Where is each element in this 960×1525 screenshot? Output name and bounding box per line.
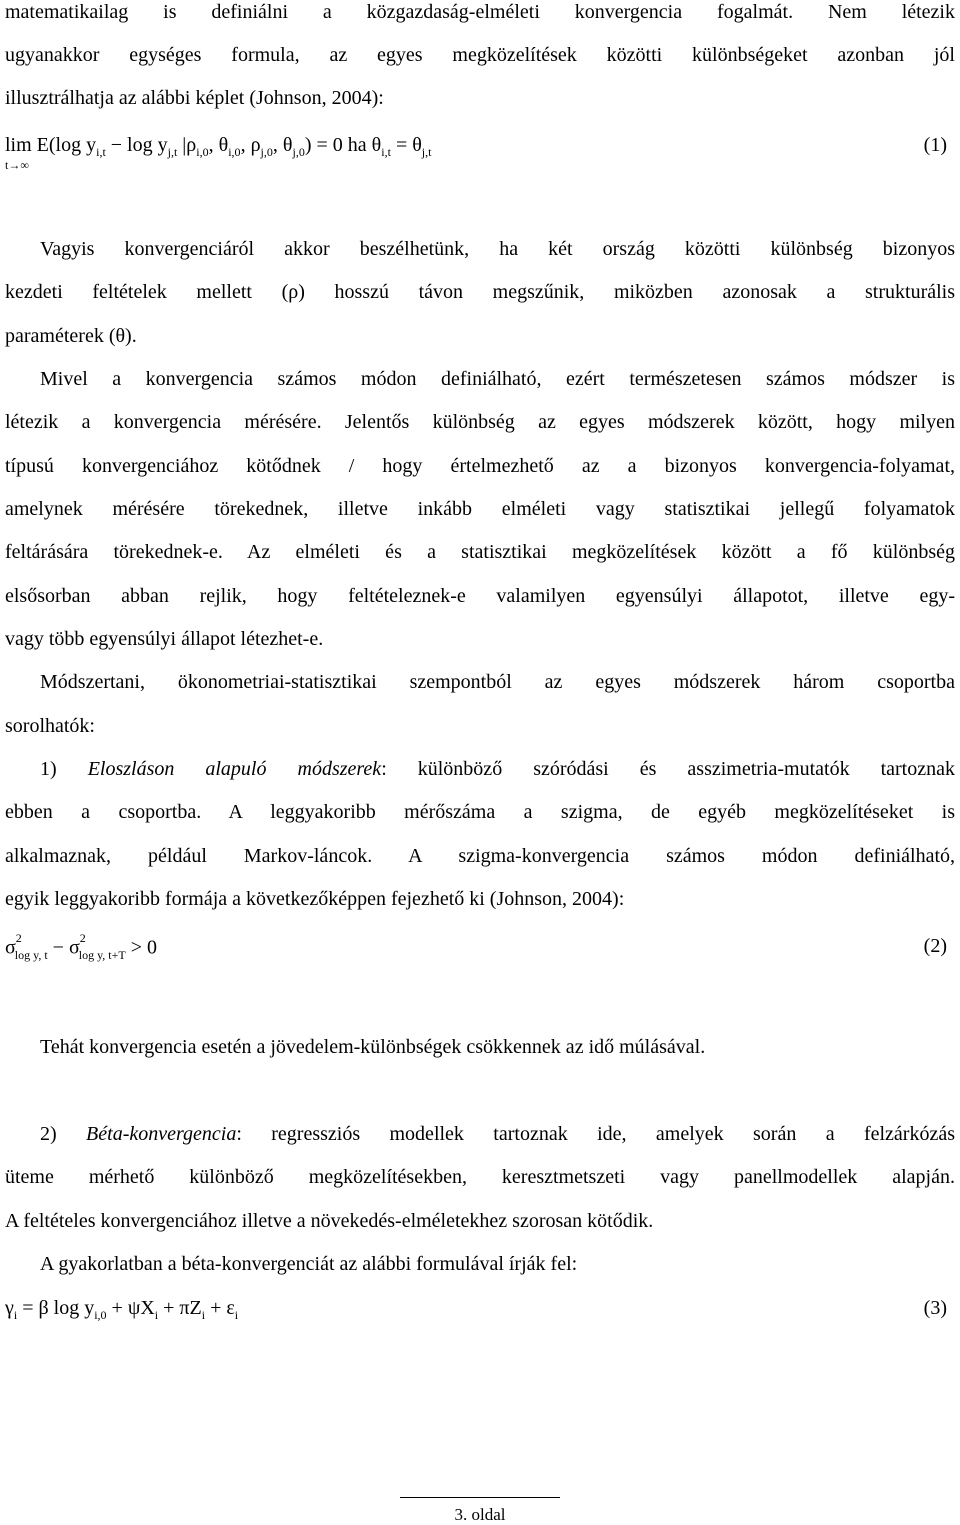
equation-3-number: (3) xyxy=(923,1297,947,1319)
para3-line-1: Módszertani, ökonometriai-statisztikai szempontból az egyes módszerek három csoportba xyxy=(40,671,955,693)
equation-2-body: $\sigma^2_{log y, t} - \sigma^2_{log y, t+T} > 0$ xyxy=(5,931,158,962)
para1-line-3: paraméterek (θ). xyxy=(5,325,137,347)
para7-line-1: A gyakorlatban a béta-konvergenciát az alábbi formulával írják fel: xyxy=(40,1253,578,1275)
equation-2-number: (2) xyxy=(923,935,947,957)
equation-1-body xyxy=(5,134,432,172)
para1-line-1: Vagyis konvergenciáról akkor beszélhetünk, ha két ország közötti különbség bizonyos xyxy=(40,238,955,260)
para4-line-4: egyik leggyakoribb formája a következőképpen fejezhető ki (Johnson, 2004): xyxy=(5,888,625,910)
para4-line-1: 1) Eloszláson alapuló módszerek: különböző szóródási és asszimetria-mutatók tartoznak xyxy=(40,758,955,780)
para6-title: Béta-konvergencia xyxy=(86,1123,237,1145)
equation-1 xyxy=(5,134,955,184)
equation-1-number: (1) xyxy=(923,134,947,156)
para2-line-4: amelynek mérésére törekednek, illetve inkább elméleti vagy statisztikai jellegű folyamatok xyxy=(5,498,955,520)
para2-line-6: elsősorban abban rejlik, hogy feltételeznek-e valamilyen egyensúlyi állapotot, illetve egy- xyxy=(5,585,955,607)
para3-line-2: sorolhatók: xyxy=(5,715,95,737)
para6-line-3: A feltételes konvergenciához illetve a növekedés-elméletekhez szorosan kötődik. xyxy=(5,1210,654,1232)
para2-line-7: vagy több egyensúlyi állapot létezhet-e. xyxy=(5,628,324,650)
equation-3-body: $\gamma_i = \beta$ $\log y_{i,0} + \psi X_i + \pi Z_i + \varepsilon_i$ xyxy=(5,1297,239,1322)
lim-subscript: t→∞ xyxy=(5,158,29,172)
para2-line-2: létezik a konvergencia mérésére. Jelentős különbség az egyes módszerek között, hogy milyen xyxy=(5,411,955,433)
page-number: 3. oldal xyxy=(454,1505,506,1524)
para2-line-1: Mivel a konvergencia számos módon definiálható, ezért természetesen számos módszer is xyxy=(40,368,955,390)
para5-line-1: Tehát konvergencia esetén a jövedelem-különbségek csökkennek az idő múlásával. xyxy=(40,1036,706,1058)
equation-3 xyxy=(5,1297,955,1337)
lim-operator: lim t→∞ xyxy=(5,134,32,172)
para6-line-1: 2) Béta-konvergencia: regressziós modellek tartoznak ide, amelyek során a felzárkózás xyxy=(40,1123,955,1145)
para2-line-5: feltárására törekednek-e. Az elméleti és a statisztikai megközelítések között a fő különbség xyxy=(5,541,955,563)
para4-line-2: ebben a csoportba. A leggyakoribb mérőszáma a szigma, de egyéb megközelítéseket is xyxy=(5,801,955,823)
equation-2 xyxy=(5,931,955,975)
para4-line-3: alkalmaznak, például Markov-láncok. A szigma-konvergencia számos módon definiálható, xyxy=(5,845,955,867)
para2-line-3: típusú konvergenciához kötődnek / hogy értelmezhető az a bizonyos konvergencia-folyamat, xyxy=(5,455,955,477)
equation-1-expr: E(log $y_{i,t} - \log y_{j,t}$ $|\rho_{i,0}$, $\theta_{i,0}$, $\rho_{j,0}$, $\theta_{j,0}) = 0$ ha $\theta_{i,t} = \theta_{j,t}$ xyxy=(36,134,432,159)
para1-line-2: kezdeti feltételek mellett (ρ) hosszú távon megszűnik, miközben azonosak a strukturális xyxy=(5,281,955,303)
intro-line-1: matematikailag is definiálni a közgazdaság-elméleti konvergencia fogalmát. Nem létezik xyxy=(5,1,955,23)
footer-rule xyxy=(400,1497,560,1498)
para4-title: Eloszláson alapuló módszerek xyxy=(87,758,382,780)
para6-line-2: üteme mérhető különböző megközelítésekben, keresztmetszeti vagy panellmodellek alapján. xyxy=(5,1166,955,1188)
intro-line-2: ugyanakkor egységes formula, az egyes megközelítések közötti különbségeket azonban jól xyxy=(5,44,955,66)
intro-line-3: illusztrálhatja az alábbi képlet (Johnson, 2004): xyxy=(5,87,384,109)
